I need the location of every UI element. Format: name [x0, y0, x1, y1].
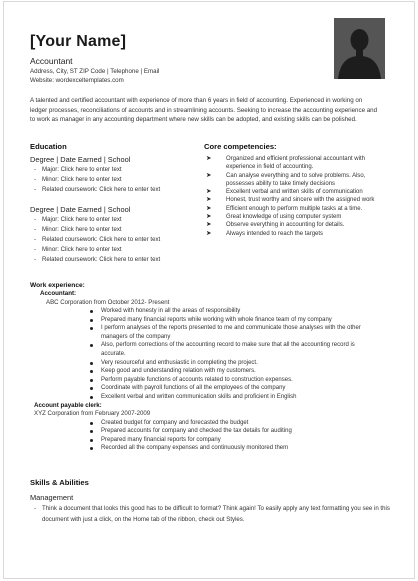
- degree-line: Degree | Date Earned | School: [30, 205, 131, 214]
- arrowhead-bullet-icon: ➤: [206, 171, 212, 179]
- skill-name: Management: [30, 493, 74, 502]
- list-item: Created budget for company and forecasted the budget: [30, 419, 390, 428]
- degree-line: Degree | Date Earned | School: [30, 155, 131, 164]
- list-item: ➤ Can analyse everything and to solve problems. Also, possesses ability to take timely decisions: [206, 171, 366, 187]
- list-item: Also, perform corrections of the accounting record to make sure that all the accounting record is accurate.: [30, 341, 390, 358]
- list-item: ➤ Excellent verbal and written skills of communication: [206, 188, 363, 196]
- education-heading: Education: [30, 142, 67, 151]
- arrowhead-bullet-icon: ➤: [206, 229, 212, 237]
- list-item: ➤ Always intended to reach the targets: [206, 229, 324, 237]
- professional-summary: A talented and certified accountant with experience of more than 6 years in field of accounting. Experienced in working on ledger processes, reconciliations of accounts and in streamlining accounts. Seeking to increase the accounting experience and to work as manager in any accounting department where new skills can be adopted, and existing skills can be polished.: [30, 97, 378, 124]
- list-item: ➤ Honest, trust worthy and sincere with the assigned work: [206, 196, 375, 204]
- list-item: - Related coursework: Click here to enter text: [34, 186, 161, 193]
- list-item: Prepared many financial reports for company: [30, 436, 390, 445]
- job-title: Accountant: [30, 56, 73, 66]
- list-item: ➤ Organized and efficient professional accountant with experience in field of accounting.: [206, 155, 365, 171]
- list-item: Keep good and understanding relation with my customers.: [30, 367, 390, 376]
- skills-section: [30, 478, 390, 525]
- address-line: Address, City, ST ZIP Code | Telephone | Email: [30, 68, 160, 75]
- list-item: - Minor: Click here to enter text: [34, 246, 122, 253]
- job-duties-list: [30, 307, 390, 402]
- job-company: XYZ Corporation from February 2007-2009: [34, 410, 151, 418]
- job-role: Account payable clerk:: [34, 401, 102, 409]
- list-item: ➤ Observe everything in accounting for details.: [206, 221, 345, 229]
- list-item: Very resourceful and enthusiastic in completing the project.: [30, 359, 390, 368]
- list-item: - Related coursework: Click here to enter text: [34, 236, 161, 243]
- core-competencies-heading: Core competencies:: [204, 142, 277, 151]
- list-item: Recorded all the company expenses and continuously monitored them: [30, 444, 390, 453]
- arrowhead-bullet-icon: ➤: [206, 213, 212, 221]
- list-item: Excellent verbal and written communication skills and proficient in English: [30, 393, 390, 402]
- arrowhead-bullet-icon: ➤: [206, 204, 212, 212]
- job-company: ABC Corporation from October 2012- Present: [46, 298, 170, 306]
- list-item: - Major: Click here to enter text: [34, 166, 122, 173]
- profile-silhouette-icon: [334, 18, 385, 79]
- arrowhead-bullet-icon: ➤: [206, 155, 212, 162]
- arrowhead-bullet-icon: ➤: [206, 196, 212, 204]
- work-experience-section: [30, 282, 390, 453]
- education-section: [30, 142, 200, 265]
- list-item: ➤ Great knowledge of using computer system: [206, 213, 342, 221]
- work-experience-heading: Work experience:: [30, 282, 85, 289]
- list-item: I perform analyses of the reports presented to me and communicate those analyses with the other managers of the company: [30, 324, 390, 341]
- list-item: Perform payable functions of accounts related to construction expenses.: [30, 376, 390, 385]
- website-line: Website: wordexceltemplates.com: [30, 76, 124, 84]
- list-item: Worked with honesty in all the areas of responsibility: [30, 307, 390, 316]
- list-item: - Major: Click here to enter text: [34, 216, 122, 223]
- list-item: Prepared many financial reports while working with whole finance team of my company: [30, 316, 390, 325]
- education-list: [30, 165, 200, 195]
- profile-photo: [334, 18, 385, 79]
- skills-heading: Skills & Abilities: [30, 478, 89, 487]
- list-item: - Minor: Click here to enter text: [34, 176, 122, 183]
- list-item: ➤ Efficient enough to perform multiple tasks at a time.: [206, 204, 363, 212]
- job-role: Accountant:: [40, 290, 77, 297]
- arrowhead-bullet-icon: ➤: [206, 221, 212, 229]
- resume-name: [Your Name]: [30, 33, 127, 50]
- list-item: Coordinate with payroll functions of all the employees of the company: [30, 384, 390, 393]
- arrowhead-bullet-icon: ➤: [206, 188, 212, 196]
- core-competencies-section: [204, 142, 389, 238]
- list-item: - Related coursework: Click here to enter text: [34, 256, 161, 263]
- skill-description: - Think a document that looks this good has to be difficult to format? Think again! To easily apply any text formatting you see in this document with just a click, on the Home tab of the ribbon, check out Styles.: [34, 505, 390, 523]
- education-list: [30, 215, 200, 265]
- core-competencies-list: [204, 155, 389, 238]
- job-duties-list: [30, 419, 390, 453]
- list-item: - Minor: Click here to enter text: [34, 226, 122, 233]
- contact-info: [30, 68, 159, 85]
- list-item: Prepared accounts for company and checked the tax details for auditing: [30, 427, 390, 436]
